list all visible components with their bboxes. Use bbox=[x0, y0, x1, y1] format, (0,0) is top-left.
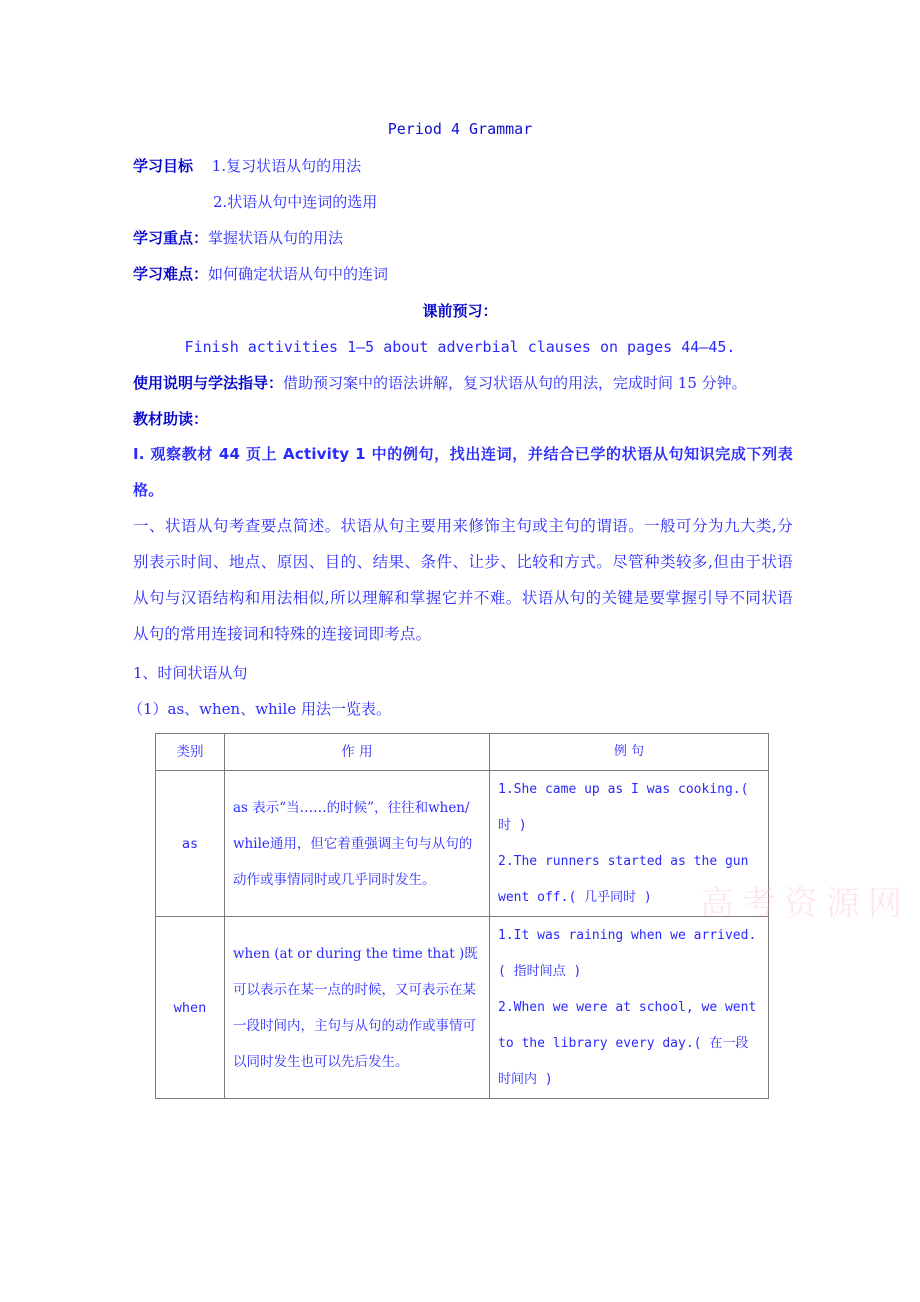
objective-item-1: 1.复习状语从句的用法 bbox=[211, 157, 362, 175]
row-function: when (at or during the time that )既可以表示在某一点的时候，又可表示在某一段时间内，主句与从句的动作或事情可以同时发生也可以先后发生。 bbox=[225, 917, 490, 1099]
header-category: 类别 bbox=[156, 734, 225, 771]
difficulties-label: 学习难点： bbox=[133, 265, 209, 283]
usage-table bbox=[155, 733, 769, 1099]
guidance-label: 使用说明与学法指导： bbox=[133, 374, 284, 392]
preview-heading: 课前预习： bbox=[422, 302, 498, 320]
example-1: 1.She came up as I was cooking.( 时 ) bbox=[498, 781, 749, 833]
section-time-clauses: 1、时间状语从句 bbox=[133, 664, 248, 682]
guidance-row bbox=[133, 373, 747, 393]
difficulties-text: 如何确定状语从句中的连词 bbox=[208, 265, 389, 283]
textbook-help-label: 教材助读： bbox=[133, 410, 209, 428]
row-examples bbox=[490, 917, 769, 1099]
objective-item-2: 2.状语从句中连词的选用 bbox=[213, 193, 378, 211]
row-category: when bbox=[156, 917, 225, 1099]
key-points-label: 学习重点： bbox=[133, 229, 209, 247]
subsection-usage-table: （1）as、when、while 用法一览表。 bbox=[128, 700, 391, 718]
row-category: as bbox=[156, 771, 225, 917]
overview-paragraph: 一、状语从句考查要点简述。状语从句主要用来修饰主句或主句的谓语。一般可分为九大类,分别表示时间、地点、原因、目的、结果、条件、让步、比较和方式。尽管种类较多,但由于状语从句与汉语结构和用法相似,所以理解和掌握它并不难。状语从句的关键是要掌握引导不同状语从句的常用连接词和特殊的连接词即考点。 bbox=[133, 517, 793, 643]
watermark: 高考资源网 bbox=[700, 884, 910, 924]
guidance-text: 借助预习案中的语法讲解，复习状语从句的用法，完成时间 15 分钟。 bbox=[283, 374, 747, 392]
example-2: 2.When we were at school, we went to the library every day.( 在一段时间内 ) bbox=[498, 999, 757, 1087]
example-2: 2.The runners started as the gun went off.( 几乎同时 ) bbox=[498, 853, 749, 905]
table-header-row bbox=[156, 734, 769, 771]
objectives-row bbox=[133, 156, 361, 176]
header-examples: 例 句 bbox=[490, 734, 769, 771]
preview-instruction: Finish activities 1—5 about adverbial clauses on pages 44—45. bbox=[184, 338, 736, 356]
difficulties-row bbox=[133, 264, 388, 284]
row-function: as 表示“当……的时候”，往往和when/while通用，但它着重强调主句与从句的动作或事情同时或几乎同时发生。 bbox=[225, 771, 490, 917]
key-points-text: 掌握状语从句的用法 bbox=[208, 229, 344, 247]
header-function: 作 用 bbox=[225, 734, 490, 771]
objectives-label: 学习目标 bbox=[133, 157, 194, 175]
task-one: I. 观察教材 44 页上 Activity 1 中的例句，找出连词，并结合已学的状语从句知识完成下列表格。 bbox=[133, 445, 793, 499]
document-title: Period 4 Grammar bbox=[387, 120, 533, 138]
table-row bbox=[156, 917, 769, 1099]
example-1: 1.It was raining when we arrived.( 指时间点 ) bbox=[498, 927, 757, 979]
table-row bbox=[156, 771, 769, 917]
key-points-row bbox=[133, 228, 343, 248]
